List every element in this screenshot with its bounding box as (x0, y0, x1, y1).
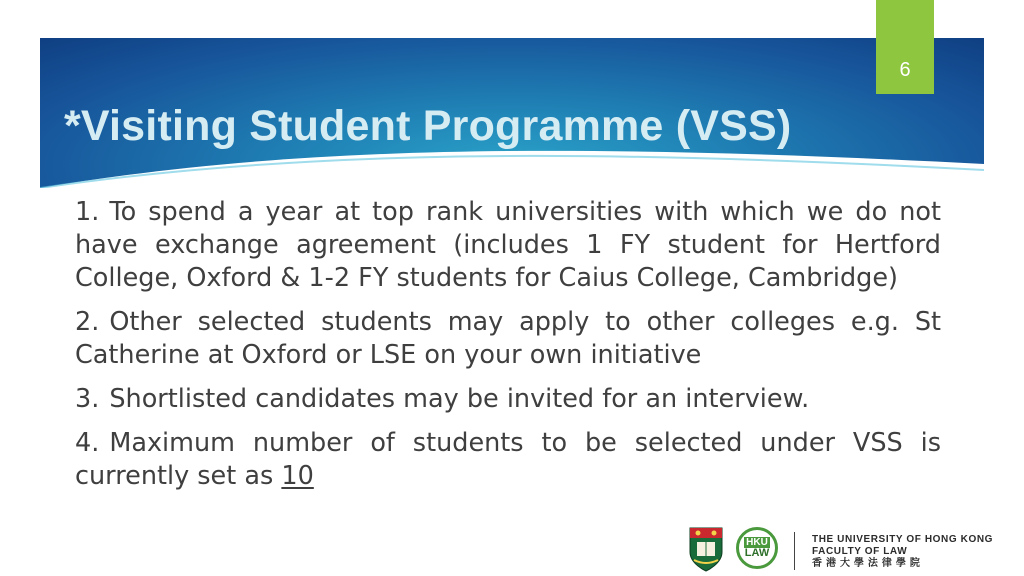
university-label (812, 534, 993, 570)
list-item (75, 427, 941, 493)
item-number: 3. (75, 384, 100, 414)
item-text: Maximum number of students to be selected under VSS is currently set as (75, 428, 941, 491)
footer-logos (688, 524, 1018, 574)
hku-law-logo-icon (736, 527, 778, 569)
list-item (75, 383, 941, 416)
item-text: To spend a year at top rank universities with which we do not have exchange agreement (includes 1 FY student for Hertford College, Oxford & 1-2 FY students for Caius College, Cambridge) (75, 197, 941, 293)
page-number: 6 (899, 59, 911, 81)
faculty-name-chinese: 香 港 大 學 法 律 學 院 (812, 558, 921, 569)
university-name: THE UNIVERSITY OF HONG KONG (812, 534, 994, 545)
law-logo-line1: HKU (746, 537, 768, 548)
list-item (75, 306, 941, 372)
content-list (75, 196, 941, 504)
hku-crest-icon (688, 526, 724, 572)
item-text: Other selected students may apply to other colleges e.g. St Catherine at Oxford or LSE on your own initiative (75, 307, 941, 370)
page-number-tab (876, 0, 934, 94)
item-number: 2. (75, 307, 100, 337)
faculty-name: FACULTY OF LAW (812, 546, 908, 557)
item-highlight-value: 10 (281, 461, 314, 491)
footer-divider (794, 532, 795, 570)
list-item (75, 196, 941, 295)
item-number: 4. (75, 428, 100, 458)
title-band (40, 38, 984, 188)
law-logo-line2: LAW (744, 547, 770, 559)
item-text: Shortlisted candidates may be invited for an interview. (109, 384, 810, 414)
slide-title: *Visiting Student Programme (VSS) (64, 102, 792, 150)
item-number: 1. (75, 197, 100, 227)
